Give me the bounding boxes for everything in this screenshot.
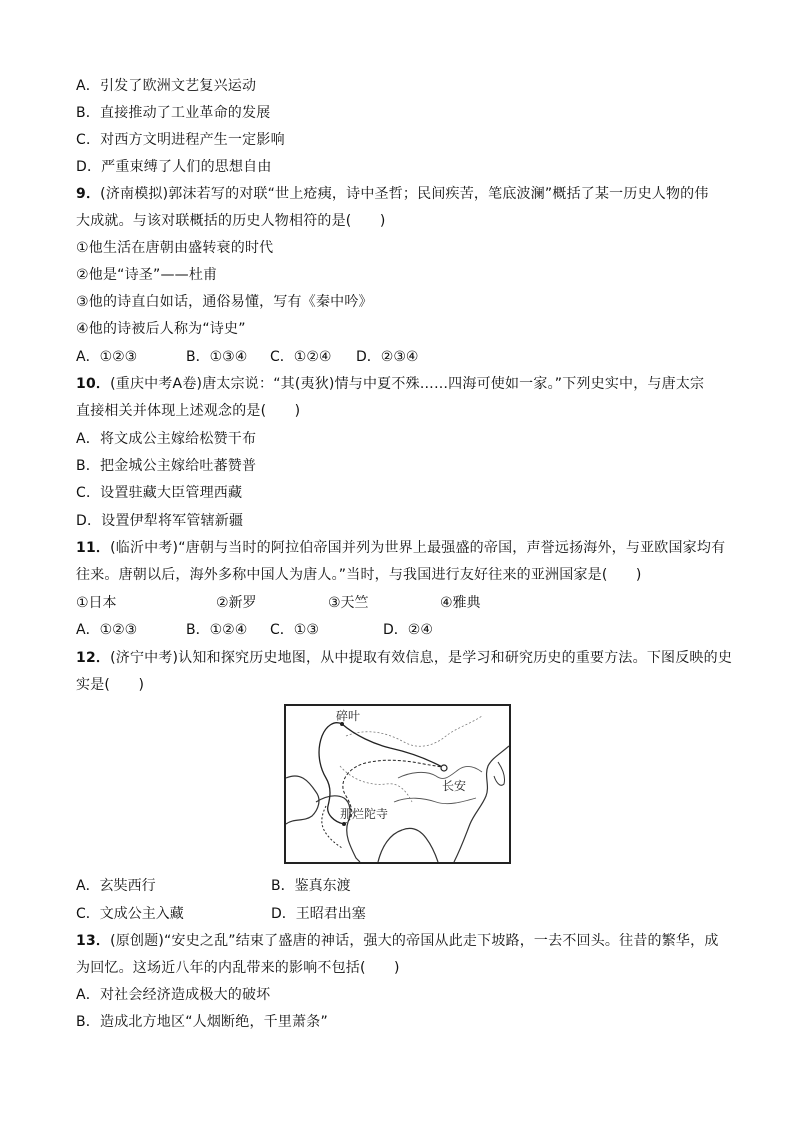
map-east-coast bbox=[454, 746, 509, 862]
map-changan-marker bbox=[441, 765, 447, 771]
q9-option-b: B．①③④ bbox=[186, 349, 248, 365]
map-label-changan: 长安 bbox=[442, 779, 467, 793]
map-label-suiye: 碎叶 bbox=[336, 709, 361, 723]
q13-number: 13． bbox=[76, 933, 111, 949]
q9-stem-text1: (济南模拟)郭沫若写的对联“世上疮痍，诗中圣哲；民间疾苦，笔底波澜”概括了某一历史人物的伟 bbox=[100, 186, 709, 202]
q9-option-c: C．①②④ bbox=[270, 349, 332, 365]
q13-option-a: A．对社会经济造成极大的破坏 bbox=[76, 987, 271, 1003]
q10-option-a: A．将文成公主嫁给松赞干布 bbox=[76, 431, 257, 447]
q10-stem-line1 bbox=[76, 375, 704, 393]
q10-number: 10． bbox=[76, 376, 111, 392]
q9-stem-line2: 大成就。与该对联概括的历史人物相符的是( ) bbox=[76, 213, 386, 229]
q9-option-d: D．②③④ bbox=[356, 349, 419, 365]
q12-stem-line2: 实是( ) bbox=[76, 677, 145, 693]
q13-stem-text1: (原创题)“安史之乱”结束了盛唐的神话，强大的帝国从此走下坡路，一去不回头。往昔的繁华，成 bbox=[110, 933, 719, 949]
q13-stem-line1 bbox=[76, 932, 719, 950]
map-route-side bbox=[322, 806, 342, 848]
q11-statement-2: ②新罗 bbox=[216, 595, 257, 611]
q9-statement-2: ②他是“诗圣”——杜甫 bbox=[76, 267, 218, 283]
q11-stem-line2: 往来。唐朝以后，海外多称中国人为唐人。”当时，与我国进行友好往来的亚洲国家是( ) bbox=[76, 567, 642, 583]
q9-statement-3: ③他的诗直白如话，通俗易懂，写有《秦中吟》 bbox=[76, 294, 373, 310]
map-yellow-river bbox=[398, 766, 482, 778]
map-bay-coast bbox=[378, 828, 438, 862]
map-nalanda-marker bbox=[342, 822, 346, 826]
q10-stem-line2: 直接相关并体现上述观念的是( ) bbox=[76, 403, 301, 419]
q11-statement-4: ④雅典 bbox=[440, 595, 481, 611]
q11-stem-text1: (临沂中考)“唐朝与当时的阿拉伯帝国并列为世界上最强盛的帝国，声誉远扬海外，与亚欧国家均有 bbox=[110, 540, 726, 556]
q11-stem-line1 bbox=[76, 539, 725, 557]
q11-option-c: C．①③ bbox=[270, 622, 319, 638]
q9-statement-4: ④他的诗被后人称为“诗史” bbox=[76, 321, 246, 337]
map-border-line bbox=[346, 716, 482, 746]
q8-option-c: C．对西方文明进程产生一定影响 bbox=[76, 132, 285, 148]
q12-option-a: A．玄奘西行 bbox=[76, 878, 156, 894]
q13-stem-line2: 为回忆。这场近八年的内乱带来的影响不包括( ) bbox=[76, 960, 400, 976]
q13-option-b: B．造成北方地区“人烟断绝，千里萧条” bbox=[76, 1014, 328, 1030]
q12-stem-line1 bbox=[76, 649, 732, 667]
map-yangtze-river bbox=[394, 798, 476, 804]
q11-number: 11． bbox=[76, 540, 111, 556]
q12-number: 12． bbox=[76, 650, 111, 666]
q10-option-c: C．设置驻藏大臣管理西藏 bbox=[76, 485, 243, 501]
q11-statement-1: ①日本 bbox=[76, 595, 117, 611]
q10-option-d: D．设置伊犁将军管辖新疆 bbox=[76, 513, 244, 529]
q11-option-b: B．①②④ bbox=[186, 622, 248, 638]
map-drawing bbox=[286, 706, 509, 862]
q12-option-b: B．鉴真东渡 bbox=[271, 878, 351, 894]
map-label-nalanda: 那烂陀寺 bbox=[340, 807, 389, 821]
q12-option-c: C．文成公主入藏 bbox=[76, 906, 184, 922]
q9-number: 9． bbox=[76, 186, 101, 202]
q9-statement-1: ①他生活在唐朝由盛转衰的时代 bbox=[76, 240, 274, 256]
q11-option-d: D．②④ bbox=[383, 622, 433, 638]
map-korea-shape bbox=[494, 762, 505, 785]
q12-option-d: D．王昭君出塞 bbox=[271, 906, 366, 922]
q8-option-a: A．引发了欧洲文艺复兴运动 bbox=[76, 78, 257, 94]
q10-option-b: B．把金城公主嫁给吐蕃赞普 bbox=[76, 458, 257, 474]
q9-stem-line1 bbox=[76, 185, 709, 203]
q11-option-a: A．①②③ bbox=[76, 622, 138, 638]
q11-statement-3: ③天竺 bbox=[328, 595, 369, 611]
q10-stem-text1: (重庆中考A卷)唐太宗说：“其(夷狄)情与中夏不殊……四海可使如一家。”下列史实中，与唐太宗 bbox=[110, 376, 705, 392]
map-border-line-2 bbox=[340, 766, 412, 802]
q12-stem-text1: (济宁中考)认知和探究历史地图，从中提取有效信息，是学习和研究历史的重要方法。下图反映的史 bbox=[110, 650, 733, 666]
q8-option-b: B．直接推动了工业革命的发展 bbox=[76, 105, 271, 121]
map-indian-coast bbox=[316, 796, 360, 862]
q8-option-d: D．严重束缚了人们的思想自由 bbox=[76, 159, 272, 175]
q9-option-a: A．①②③ bbox=[76, 349, 138, 365]
map-coastline bbox=[286, 776, 319, 824]
historical-route-map bbox=[284, 704, 511, 864]
